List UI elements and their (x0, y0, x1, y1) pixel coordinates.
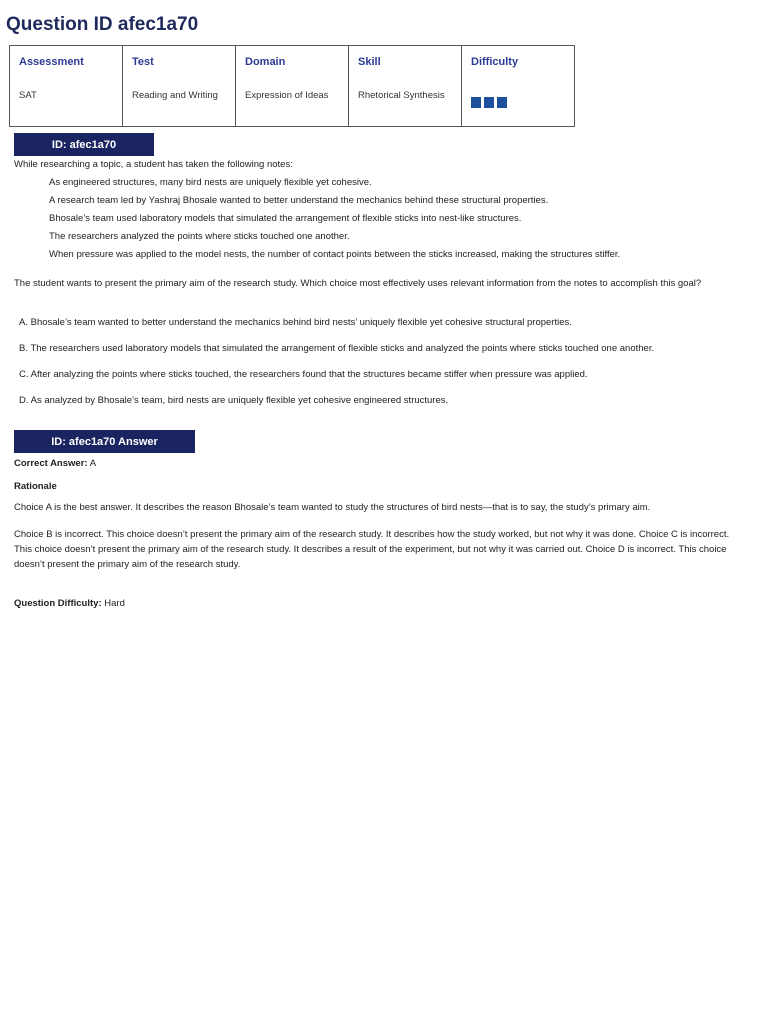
meta-assessment-value: SAT (19, 90, 37, 101)
difficulty-bar (471, 97, 481, 108)
meta-domain-label: Domain (245, 56, 286, 68)
meta-skill-label: Skill (358, 56, 381, 68)
correct-answer-value: A (89, 458, 97, 469)
meta-skill-cell (349, 46, 462, 127)
meta-difficulty-label: Difficulty (471, 56, 519, 68)
meta-test-cell (123, 46, 236, 127)
difficulty-indicator (471, 97, 507, 108)
question-difficulty-label: Question Difficulty: (14, 598, 102, 609)
note-item: When pressure was applied to the model nests, the number of contact points between the sticks increased, making the structures stiffer. (49, 249, 621, 260)
difficulty-bar (484, 97, 494, 108)
question-meta-table (9, 45, 575, 127)
note-item: As engineered structures, many bird nests are uniquely flexible yet cohesive. (49, 177, 372, 188)
answer-id-banner: ID: afec1a70 Answer (14, 430, 195, 453)
rationale-paragraph: Choice A is the best answer. It describes the reason Bhosale’s team wanted to study the structures of bird nests—that is to say, the study’s primary aim. (14, 502, 651, 513)
note-item: A research team led by Yashraj Bhosale wanted to better understand the mechanics behind these structural properties. (49, 195, 549, 206)
question-prompt: The student wants to present the primary aim of the research study. Which choice most effectively uses relevant information from the notes to accomplish this goal? (14, 278, 702, 289)
meta-difficulty-cell (462, 46, 575, 127)
meta-test-label: Test (132, 56, 154, 68)
rationale-heading: Rationale (14, 481, 57, 492)
question-id-banner: ID: afec1a70 (14, 133, 154, 156)
meta-assessment-cell (10, 46, 123, 127)
meta-skill-value: Rhetorical Synthesis (358, 90, 445, 101)
meta-assessment-label: Assessment (19, 56, 84, 68)
correct-answer (14, 456, 96, 471)
question-difficulty (14, 596, 125, 611)
difficulty-bar (497, 97, 507, 108)
meta-domain-value: Expression of Ideas (245, 90, 329, 101)
answer-choice-d[interactable]: D. As analyzed by Bhosale’s team, bird nests are uniquely flexible yet cohesive engineered structures. (19, 395, 449, 406)
meta-domain-cell (236, 46, 349, 127)
note-item: Bhosale’s team used laboratory models that simulated the arrangement of flexible sticks into nest-like structures. (49, 213, 522, 224)
answer-choice-a[interactable]: A. Bhosale’s team wanted to better understand the mechanics behind bird nests’ uniquely flexible yet cohesive structural properties. (19, 317, 572, 328)
meta-test-value: Reading and Writing (132, 90, 218, 101)
notes-intro: While researching a topic, a student has taken the following notes: (14, 159, 293, 170)
answer-choice-b[interactable]: B. The researchers used laboratory models that simulated the arrangement of flexible sticks and analyzed the points where sticks touched one another. (19, 343, 655, 354)
answer-choice-c[interactable]: C. After analyzing the points where sticks touched, the researchers found that the structures became stiffer when pressure was applied. (19, 369, 588, 380)
note-item: The researchers analyzed the points where sticks touched one another. (49, 231, 350, 242)
rationale-paragraph: Choice B is incorrect. This choice doesn’t present the primary aim of the research study. It describes how the study worked, but not why it was done. Choice C is incorrect. This choice doesn’t present the primary aim of the research study. It describes a result of the experiment, but not why it was carried out. Choice D is incorrect. This choice doesn’t present the primary aim of the research study. (14, 529, 730, 570)
question-difficulty-value: Hard (104, 598, 125, 609)
correct-answer-label: Correct Answer: (14, 458, 88, 469)
page-title: Question ID afec1a70 (6, 14, 199, 35)
